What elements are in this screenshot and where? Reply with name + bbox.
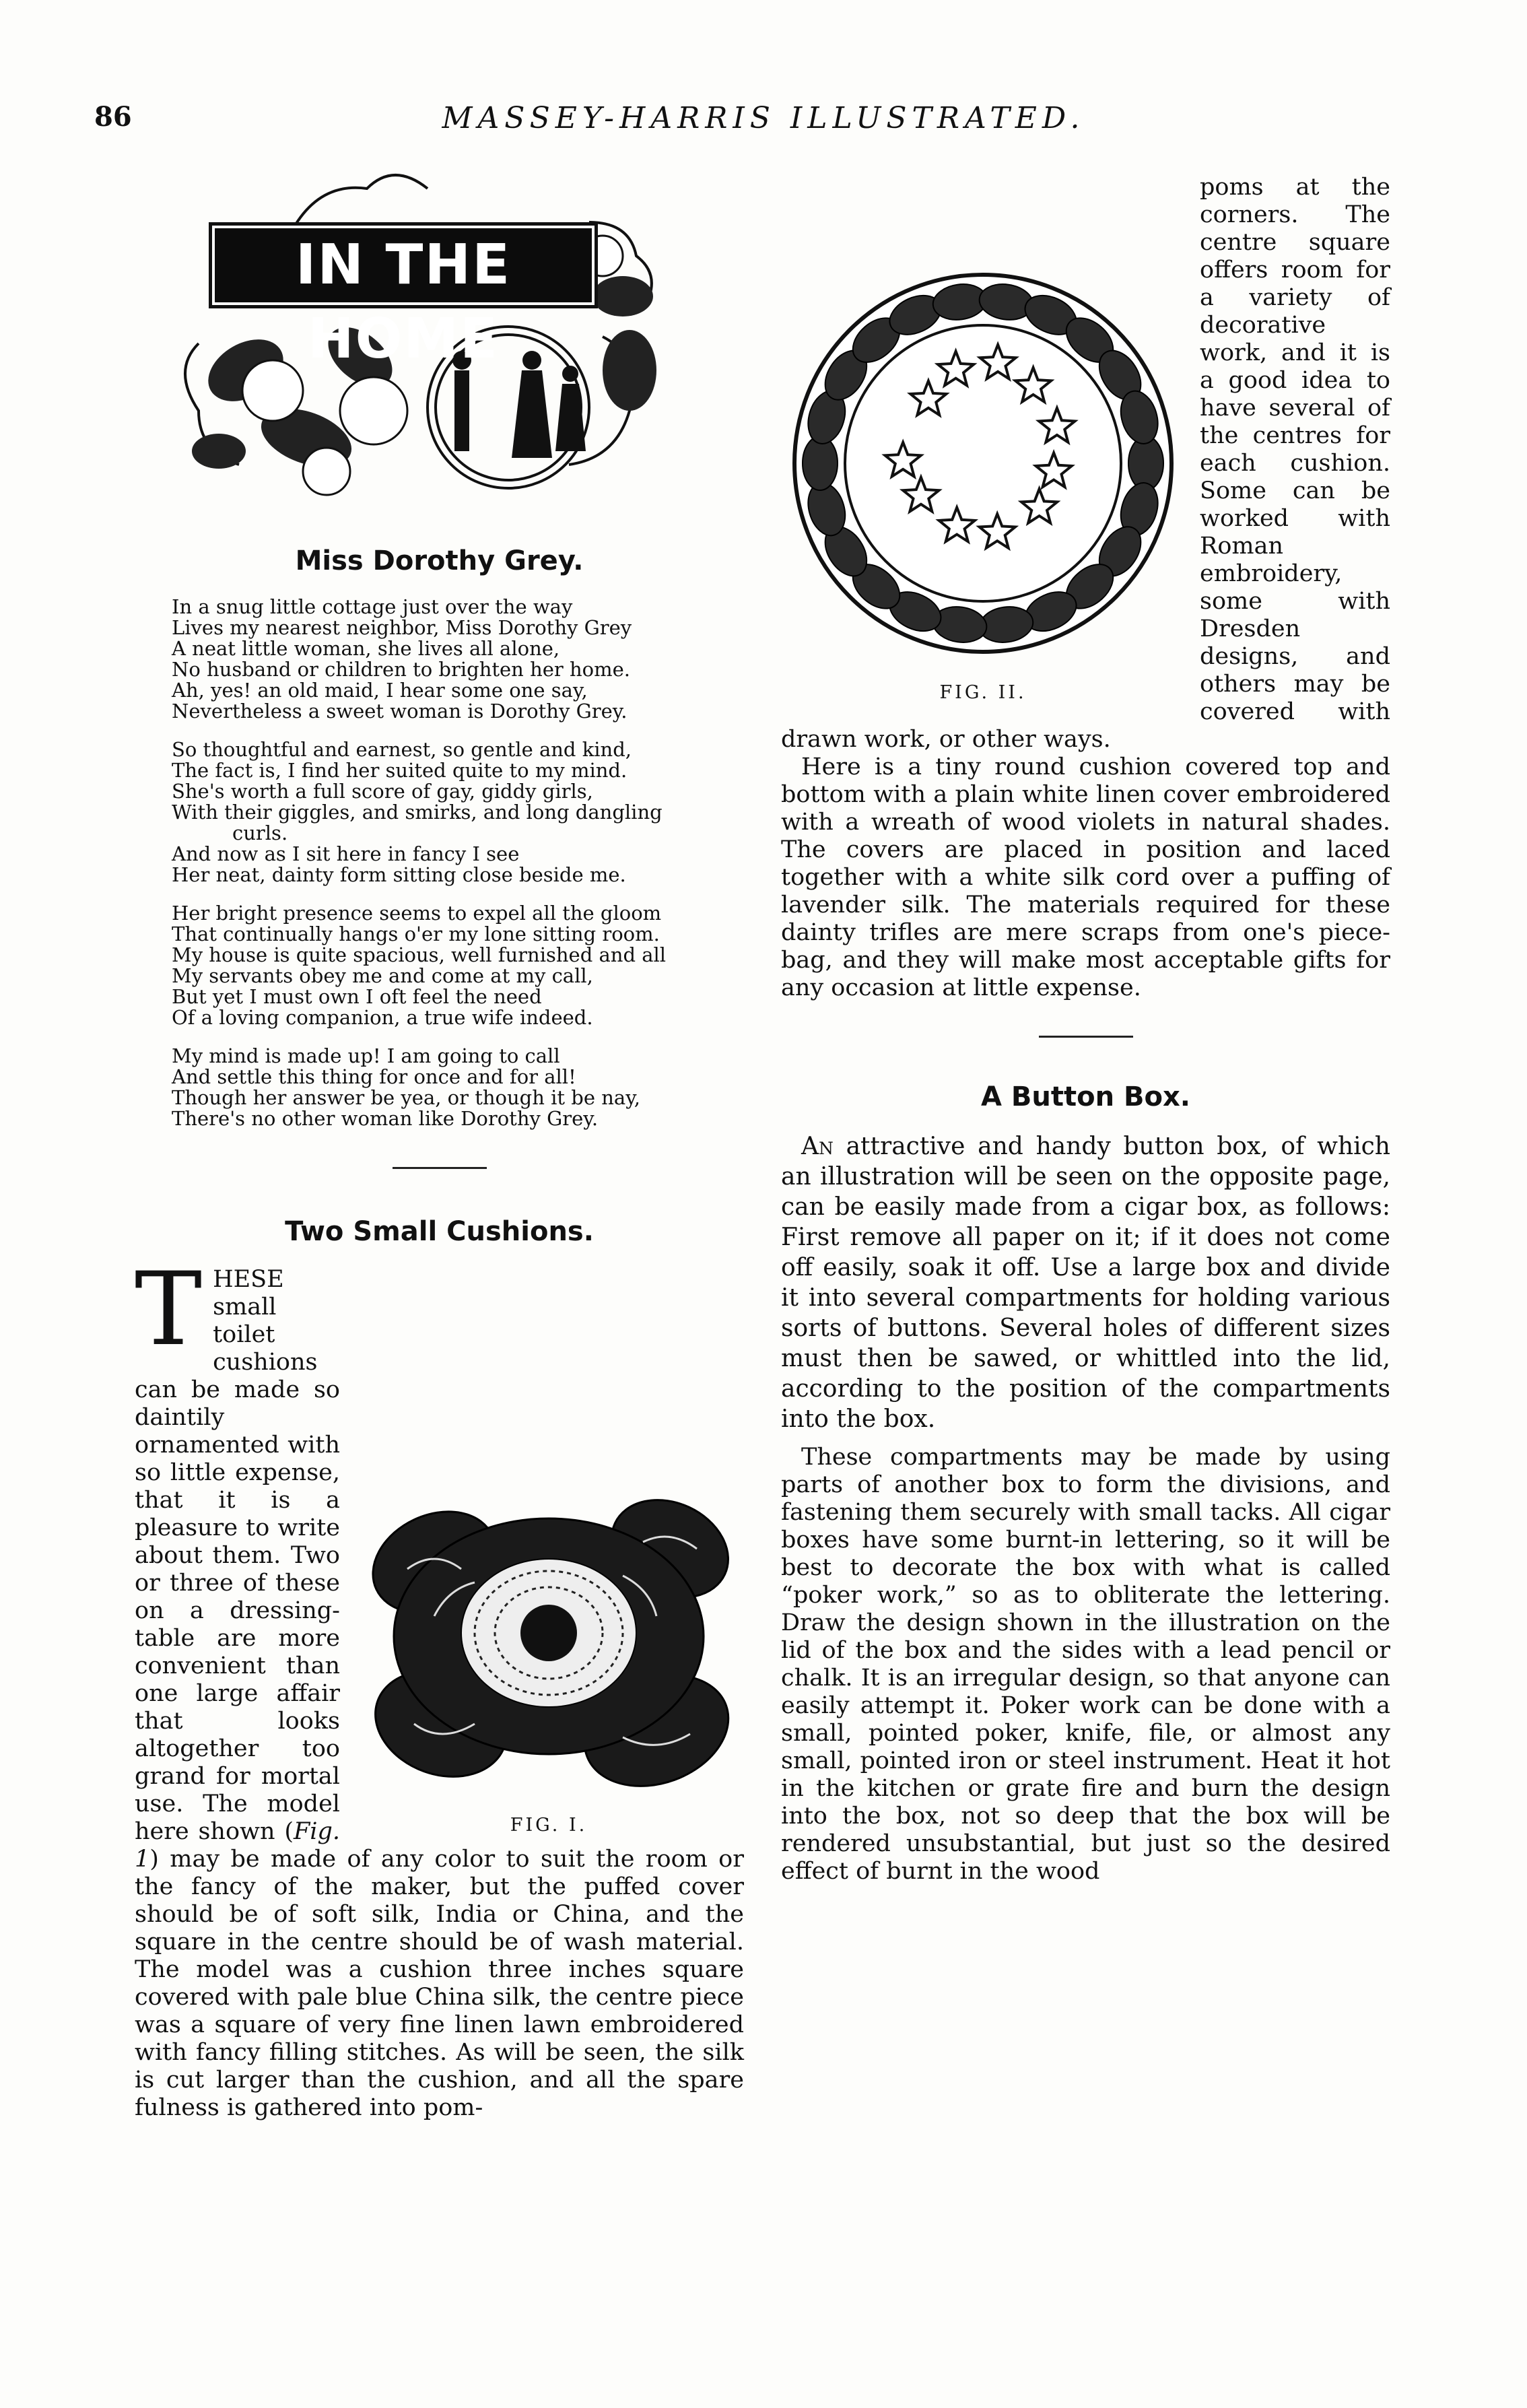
poem: [135, 597, 744, 1129]
poem-line: Her neat, dainty form sitting close beside me.: [172, 863, 626, 886]
poem-line: And now as I sit here in fancy I see: [172, 842, 520, 865]
poem-line: Ah, yes! an old maid, I hear some one say,: [172, 679, 588, 702]
figure-1-caption: FIG. I.: [510, 1815, 588, 1836]
poem-line: Lives my nearest neighbor, Miss Dorothy Grey: [172, 616, 632, 639]
poem-line: And settle this thing for once and for all!: [172, 1065, 576, 1088]
figure-2: [781, 255, 1185, 706]
poem-line: My servants obey me and come at my call,: [172, 964, 593, 987]
poem-title: Miss Dorothy Grey.: [295, 545, 584, 576]
left-column: [135, 168, 744, 2122]
poem-line: That continually hangs o'er my lone sitting room.: [172, 923, 660, 945]
figure-2-caption: FIG. II.: [939, 682, 1027, 703]
poem-line: Nevertheless a sweet woman is Dorothy Grey.: [172, 700, 627, 723]
poem-stanza: [172, 597, 744, 722]
cushions-text-rest: ) may be made of any color to suit the room or the fancy of the maker, but the puffed cover should be of soft silk, India or China, and the square in the centre should be of wash material. The model was a cushion three inches square covered with pale blue China silk, the centre piece was a square of very fine linen lawn embroidered with fancy filling stitches. As will be seen, the silk is cut larger than the cushion, and all the spare fulness is gathered into pom-: [135, 1846, 744, 2121]
ruffle-puff: [1128, 436, 1163, 490]
poem-line: Her bright presence seems to expel all the gloom: [172, 902, 662, 925]
banner-title: IN THE HOME: [212, 226, 595, 305]
poem-line: There's no other woman like Dorothy Grey.: [172, 1107, 599, 1130]
button-box-text-1: attractive and handy button box, of which an illustration will be seen on the opposite page, can be easily made from a cigar box, as follows: First remove all paper on it; if it does not come off easily, soak it off. Use a large box and divide it into several compartments for holding various sorts of buttons. Several holes of different sizes must then be sawed, or whittled into the lid, according to the position of the compartments into the box.: [781, 1133, 1390, 1433]
poem-line: A neat little woman, she lives all alone,: [172, 637, 560, 660]
button-box-paragraph-2: These compartments may be made by using parts of another box to form the divisions, and fastening them securely with small tacks. All cigar boxes have some burnt-in lettering, so it will be best to decorate the box with what is called “poker work,” so as to obliterate the lettering. Draw the design shown in the illustration on the lid of the box and the sides with a lead pencil or chalk. It is an irregular design, so that anyone can easily attempt it. Poker work can be done with a small, pointed poker, knife, file, or almost any small, pointed iron or steel instrument. Heat it hot in the kitchen or grate fire and burn the design into the box, not so deep that the box will be rendered unsubstantial, but just so the desired effect of burnt in the wood: [781, 1444, 1390, 1885]
poem-stanza: [172, 903, 744, 1028]
figure-1: [353, 1468, 744, 1839]
right-column: [781, 174, 1390, 1885]
button-box-title: A Button Box.: [981, 1081, 1190, 1112]
poem-stanza: [172, 739, 744, 885]
poem-line: My mind is made up! I am going to call: [172, 1044, 560, 1067]
poem-line: My house is quite spacious, well furnished and all: [172, 943, 667, 966]
poem-line: So thoughtful and earnest, so gentle and kind,: [172, 738, 632, 761]
lead-word: An: [801, 1133, 834, 1160]
round-cushion-wreath-illustration: [781, 255, 1185, 672]
poem-line: But yet I must own I oft feel the need: [172, 985, 542, 1008]
dropcap: T: [135, 1251, 203, 1368]
poem-line: No husband or children to brighten her home.: [172, 658, 631, 681]
cushions-text-intro: HESE small toilet cushions can be made so daintily ornamented with so little expense, that it is a pleasure to write about them. Two or three of these on a dressing-table are more convenient than one large affair that looks altogether too grand for mortal use. The model here shown (: [135, 1266, 340, 1845]
ruffle-puff: [803, 436, 838, 490]
running-head: MASSEY-HARRIS ILLUSTRATED.: [442, 101, 1085, 135]
poem-line: The fact is, I find her suited quite to my mind.: [172, 759, 627, 782]
cushions-paragraph-2: [781, 174, 1390, 754]
poem-line: Of a loving companion, a true wife indeed.: [172, 1006, 593, 1029]
poem-line: Though her answer be yea, or though it be nay,: [172, 1086, 640, 1109]
figure-reference: Fig. 1: [135, 1818, 340, 1873]
puffed-cushion-illustration: [353, 1468, 744, 1805]
cushions-paragraph-3: Here is a tiny round cushion covered top and bottom with a plain white linen cover embroidered with a wreath of wood violets in natural shades. The covers are placed in position and laced together with a white silk cord over a puffing of lavender silk. The materials required for these dainty trifles are mere scraps from one's piece-bag, and they will make most acceptable gifts for any occasion at little expense.: [781, 754, 1390, 1001]
poem-line: She's worth a full score of gay, giddy girls,: [172, 780, 593, 803]
poem-stanza: [172, 1046, 744, 1129]
cushions-title: Two Small Cushions.: [285, 1216, 594, 1247]
in-the-home-banner: [158, 168, 690, 519]
poem-line: curls.: [232, 822, 288, 844]
page-number: 86: [94, 101, 132, 133]
cushions-paragraph-1: [135, 1251, 744, 2122]
cushions-text-continued: poms at the corners. The centre square offers room for a variety of decorative work, and it is a good idea to have several of the centres for each cushion. Some can be worked with Roman embroidery, some with Dresden designs, and others may be covered with drawn work, or other ways.: [781, 174, 1390, 753]
poem-line: In a snug little cottage just over the way: [172, 595, 573, 618]
button-box-paragraph-1: [781, 1131, 1390, 1434]
poem-line: With their giggles, and smirks, and long dangling: [172, 801, 663, 824]
